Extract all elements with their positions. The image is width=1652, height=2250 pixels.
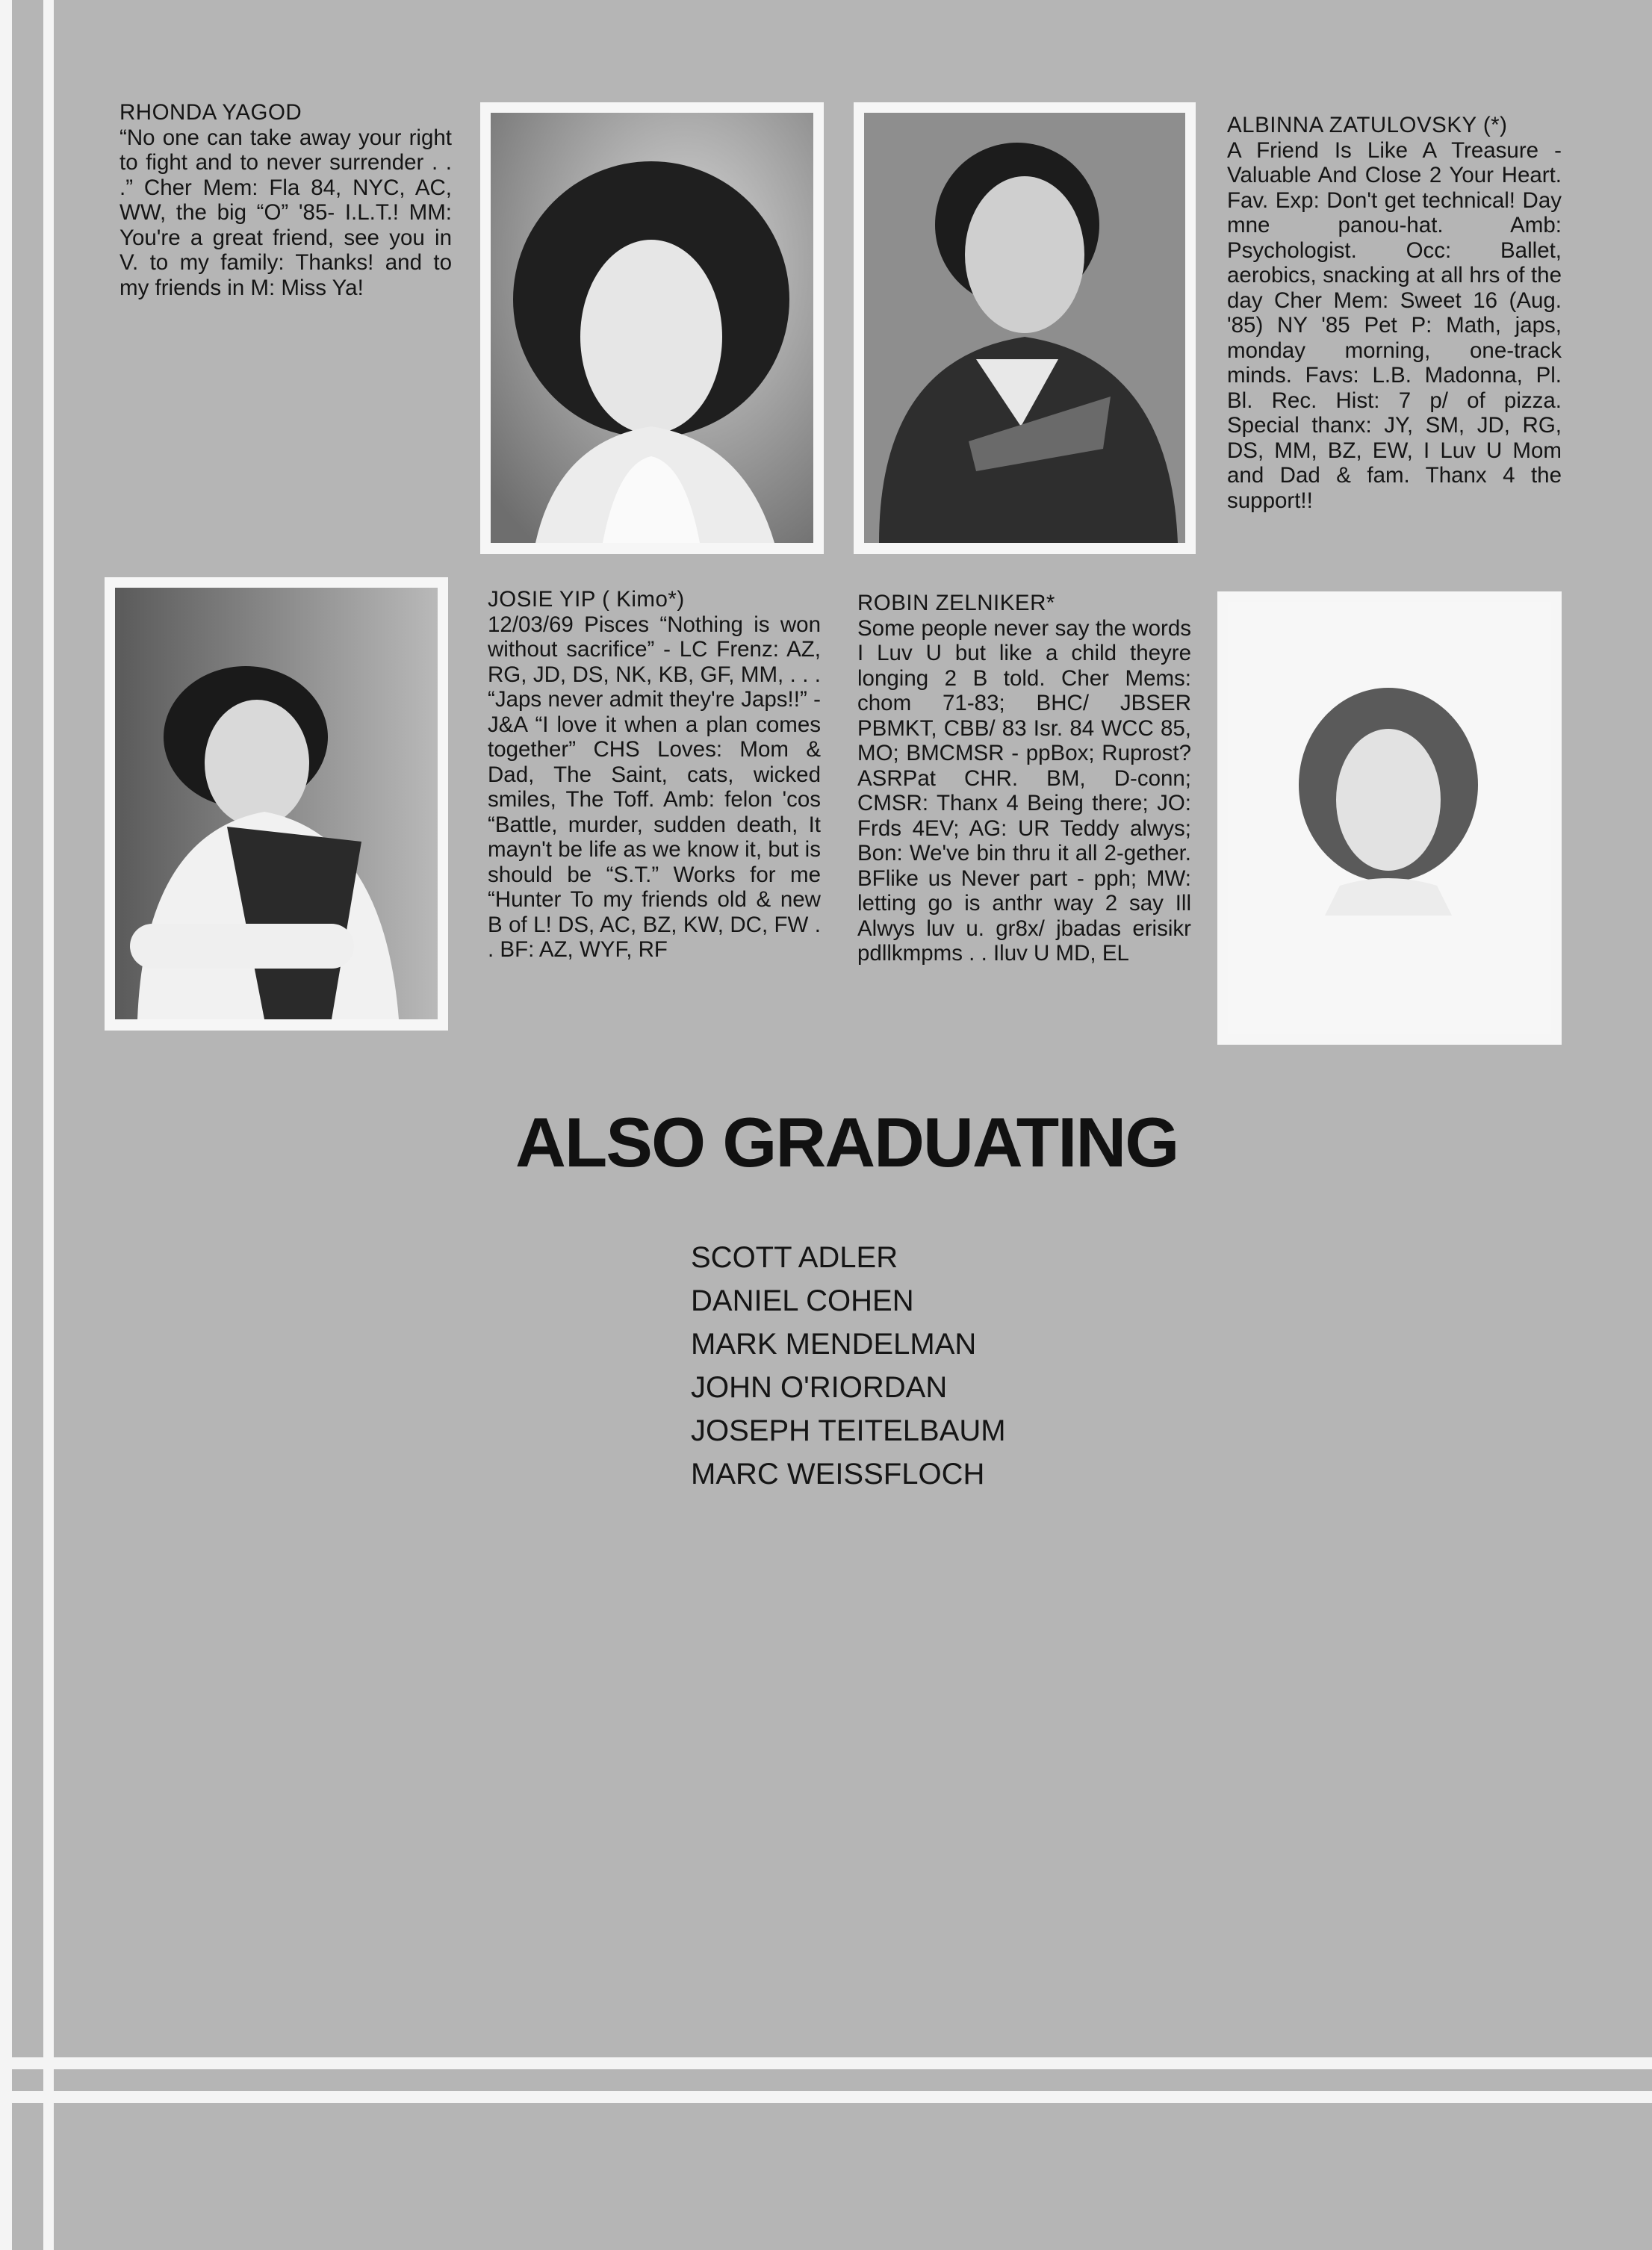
student-portrait-albinna-zatulovsky bbox=[864, 113, 1185, 543]
student-name: RHONDA YAGOD bbox=[119, 100, 302, 125]
also-graduating-heading: ALSO GRADUATING bbox=[515, 1103, 1179, 1181]
student-quote: 12/03/69 Pisces “Nothing is won without sacrifice” - LC Frenz: AZ, RG, JD, DS, NK, KB, GF, MM, . . . “Japs never admit they're Japs!!” - J&A “I love it when a plan comes together” CHS Loves: Mom & Dad, The Saint, cats, wicked smiles, The Toff. Amb: felon 'cos “Battle, murder, sudden death, It mayn't be life as we know it, but is should be “S.T.” Works for me “Hunter To my friends old & new B of L! DS, AC, BZ, KW, DC, FW . . BF: AZ, WYF, RF bbox=[488, 612, 821, 962]
student-portrait-robin-zelniker bbox=[1228, 602, 1551, 1034]
bottom-border-line-upper bbox=[0, 2057, 1652, 2069]
list-item: JOSEPH TEITELBAUM bbox=[691, 1414, 1006, 1447]
student-blurb-robin-zelniker bbox=[857, 591, 1191, 966]
student-photo-frame-albinna-zatulovsky bbox=[854, 102, 1196, 554]
student-blurb-rhonda-yagod bbox=[119, 100, 452, 300]
student-name: JOSIE YIP ( Kimo*) bbox=[488, 587, 685, 612]
list-item: MARC WEISSFLOCH bbox=[691, 1458, 985, 1491]
student-blurb-albinna-zatulovsky bbox=[1227, 113, 1562, 513]
student-blurb-josie-yip bbox=[488, 587, 821, 963]
student-photo-frame-robin-zelniker bbox=[1217, 591, 1562, 1045]
left-border-line-outer bbox=[0, 0, 12, 2250]
student-photo-frame-josie-yip bbox=[105, 577, 448, 1031]
student-quote: “No one can take away your right to fight and to never surrender . . .” Cher Mem: Fla 84, NYC, AC, WW, the big “O” '85- I.L.T.! MM: You're a great friend, see you in V. to my family: Thanks! and to my friends in M: Miss Ya! bbox=[119, 125, 452, 300]
left-border-line-inner bbox=[43, 0, 54, 2250]
list-item: JOHN O'RIORDAN bbox=[691, 1371, 948, 1404]
list-item: MARK MENDELMAN bbox=[691, 1328, 977, 1361]
list-item: SCOTT ADLER bbox=[691, 1241, 898, 1274]
student-photo-frame-rhonda-yagod bbox=[480, 102, 824, 554]
student-quote: Some people never say the words I Luv U but like a child theyre longing 2 B told. Cher Mems: chom 71-83; BHC/ JBSER PBMKT, CBB/ 83 Isr. 84 WCC 85, MO; BMCMSR - ppBox; Ruprost? ASRPat CHR. BM, D-conn; CMSR: Thanx 4 Being there; JO: Frds 4EV; AG: UR Teddy alwys; Bon: We've bin thru it all 2-gether. BFlike us Never part - pph; MW: letting go is anthr way 2 say Ill Alwys luv u. gr8x/ jbadas erisikr pdllkmpms . . Iluv U MD, EL bbox=[857, 615, 1191, 966]
bottom-border-line-lower bbox=[0, 2091, 1652, 2103]
student-name: ALBINNA ZATULOVSKY (*) bbox=[1227, 113, 1508, 137]
student-portrait-josie-yip bbox=[115, 588, 438, 1019]
student-name: ROBIN ZELNIKER* bbox=[857, 591, 1055, 615]
student-portrait-rhonda-yagod bbox=[491, 113, 813, 543]
list-item: DANIEL COHEN bbox=[691, 1284, 914, 1317]
also-graduating-list bbox=[691, 1236, 1006, 1496]
student-quote: A Friend Is Like A Treasure - Valuable And Close 2 Your Heart. Fav. Exp: Don't get technical! Day mne panou-hat. Amb: Psychologist. Occ: Ballet, aerobics, snacking at all hrs of the day Cher Mem: Sweet 16 (Aug. '85) NY '85 Pet P: Math, japs, monday morning, one-track minds. Favs: L.B. Madonna, Pl. Bl. Rec. Hist: 7 p/ of pizza. Special thanx: JY, SM, JD, RG, DS, MM, BZ, EW, I Luv U Mom and Dad & fam. Thanx 4 the support!! bbox=[1227, 137, 1562, 513]
